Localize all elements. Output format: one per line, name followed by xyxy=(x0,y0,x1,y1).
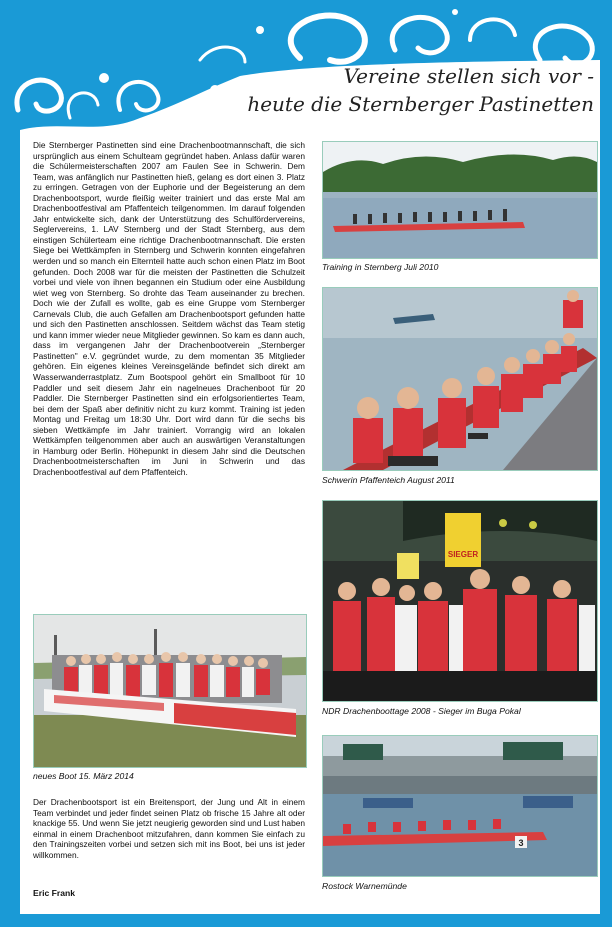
caption-rostock-warnemuende: Rostock Warnemünde xyxy=(322,881,407,891)
title-line-2: heute die Sternberger Pastinetten xyxy=(247,92,594,116)
caption-new-boat: neues Boot 15. März 2014 xyxy=(33,771,134,781)
closing-paragraph xyxy=(33,797,305,860)
caption-schwerin-pfaffenteich: Schwerin Pfaffenteich August 2011 xyxy=(322,475,455,485)
article-body-text: Die Sternberger Pastinetten sind eine Drachenbootmannschaft, die sich ursprünglich aus einem Schulteam gegründet haben. Anlass dafür waren die Schülermeisterschaften 2007 am Faulen See in Schwerin. Dem Team, was anfänglich nur Pastinetten hieß, gelang es dort einen 3. Platz zu erringen. Getragen von der Euphorie und der Begeisterung an dem Drachenbootsport, wurde fleißig weiter trainiert und das erste Mal am Drachenbootfestival am Pfaffenteich teilgenommen. Im darauf folgenden Jahr entwickelte sich, dank der Unterstützung des Schulfördervereins, Seglervereins, 1. LAV Sternberg und der Stadt Sternberg, aus dem einstigen Schülerteam eine richtige Drachenbootmannschaft. Die ersten Siege bei Wettkämpfen in Sternberg und Schwerin konnten eingefahren werden und so manch ein Elternteil hatte auch schon einen Platz im Boot gefunden. Doch 2008 war für die meisten der Pastinetten die Schulzeit vorbei und viele von ihnen begannen ein Studium oder eine Ausbildung wiet weg von Sternberg. So drohte das Team auseinander zu brechen. Doch wie der Zufall es wollte, gab es eine Gruppe vom Sternberger Carnevals Club, die auch Gefallen am Drachenbootsport gefunden hatte und sich den Pastinetten anschlossen. Seitdem wächst das Team stetig und kann immer wieder neue Mitglieder gewinnen. So kam es dann auch, dass im vergangenen Jahr der Drachenbootverein „Sternberger Pastinetten" e.V. gegründet wurde, zu dem momentan 35 Mitglieder gehören. Ein eigenes kleines Vereinsgelände befindet sich direkt am Wasserwanderrastplatz. Zum Bootspool gehört ein Smallboot für 10 Paddler und seit diesem Jahr ein nagelneues Drachenboot für 20 Paddler. Die Sternberger Pastinetten sind ein erfolgsorientiertes Team, bei dem der Spaß aber definitiv nicht zu kurz kommt. Training ist jeden Montag und Freitag um 18:30 Uhr. Dort wird dann für die sechs bis sieben Wettkämpfe im Jahr trainiert. Vorrangig wird an lokalen Wettkämpfen teilgenommen aber auch an auswärtigen Veranstaltungen in Hamburg oder Berlin. Höhepunkt in diesem Jahr sind die Deutschen Drachenbootmeisterschaften im Juni in Schwerin und das Drachenbootfestival auf dem Pfaffenteich. xyxy=(33,140,305,477)
caption-ndr-drachenboottage: NDR Drachenboottage 2008 - Sieger im Buga Pokal xyxy=(322,706,521,716)
article-body-column xyxy=(33,140,305,478)
photo-schwerin-pfaffenteich xyxy=(322,287,598,471)
article-title xyxy=(200,62,600,132)
photo-rostock-warnemuende xyxy=(322,735,598,877)
caption-training-sternberg: Training in Sternberg Juli 2010 xyxy=(322,262,439,272)
photo-training-sternberg xyxy=(322,141,598,259)
photo-ndr-drachenboottage xyxy=(322,500,598,702)
photo-new-boat xyxy=(33,614,307,768)
boat-number-text: 3 xyxy=(518,838,524,848)
author-name: Eric Frank xyxy=(33,888,76,898)
closing-text: Der Drachenbootsport ist ein Breitensport, der Jung und Alt in einem Team verbindet und jeder findet seinen Platz ob frische 15 Jahre alt oder knackige 55. Und wenn Sie jetzt neugierig geworden sind und Lust haben einmal in einem Drachenboot mitzufahren, dann kommen Sie einfach zu den Trainingszeiten vorbei und setzen sich mit ins Boot, bei uns ist jeder willkommen. xyxy=(33,797,305,860)
title-line-1: Vereine stellen sich vor - xyxy=(343,64,594,88)
sieger-sign-text: SIEGER xyxy=(447,550,479,559)
